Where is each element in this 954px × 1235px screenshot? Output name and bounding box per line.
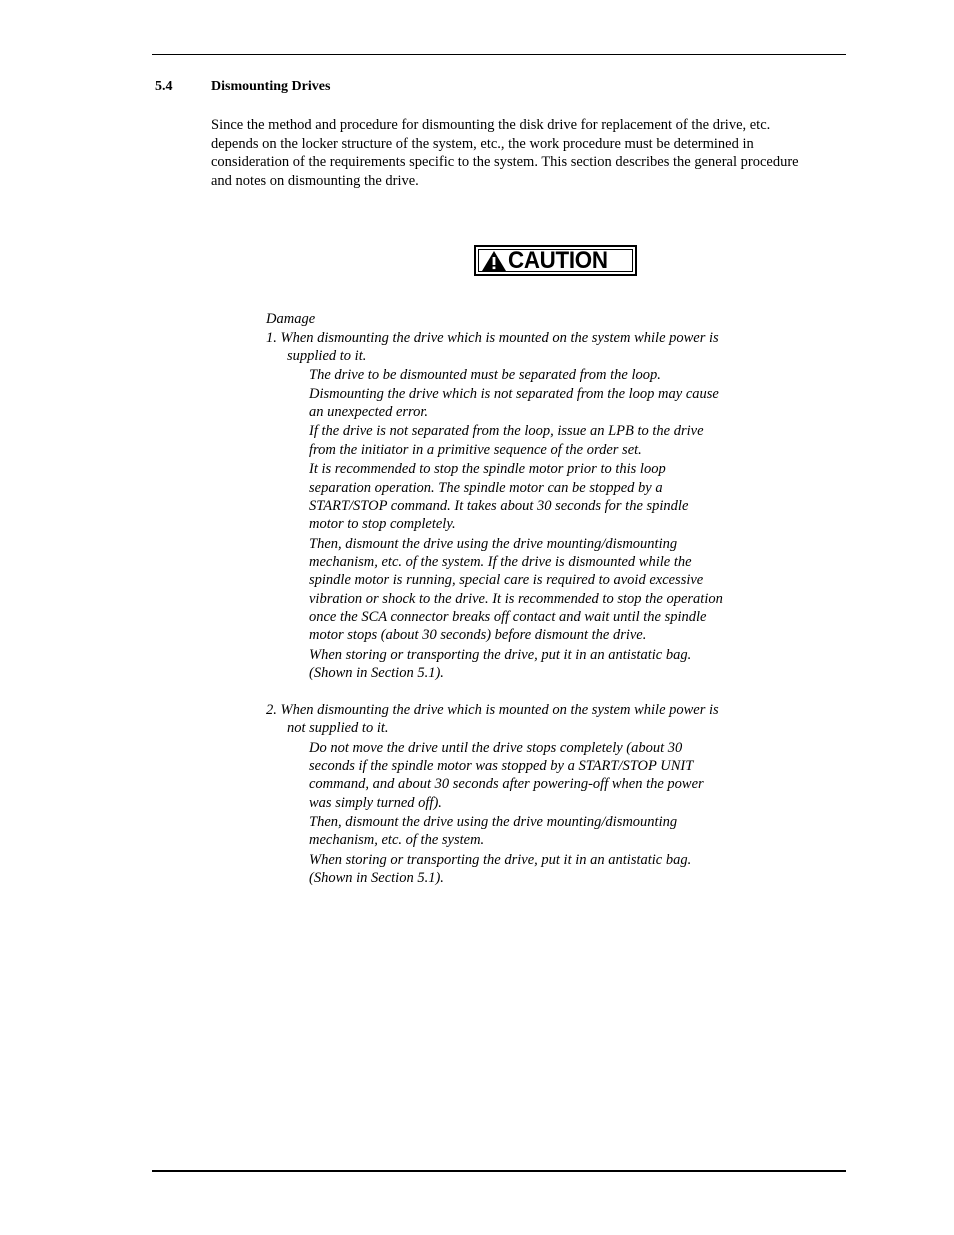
section-title: Dismounting Drives: [211, 79, 331, 94]
item-1-detail-4-line-3: spindle motor is running, special care is required to avoid excessive: [309, 572, 704, 588]
item-1-detail-2-line-1: If the drive is not separated from the loop, issue an LPB to the drive: [309, 423, 704, 439]
item-1-detail-1-line-3: an unexpected error.: [309, 404, 429, 420]
item-2-line-1: 2. When dismounting the drive which is mounted on the system while power is: [266, 702, 719, 718]
item-1-line-2: supplied to it.: [287, 348, 367, 364]
item-1-detail-3-line-4: motor to stop completely.: [309, 516, 456, 532]
footer-rule: [152, 1170, 846, 1172]
item-1-detail-4-line-5: once the SCA connector breaks off contact and wait until the spindle: [309, 609, 707, 625]
item-1-detail-3-line-3: START/STOP command. It takes about 30 seconds for the spindle: [309, 498, 689, 514]
item-1-detail-5-line-1: When storing or transporting the drive, put it in an antistatic bag.: [309, 647, 692, 663]
item-1-detail-3-line-1: It is recommended to stop the spindle motor prior to this loop: [309, 461, 666, 477]
item-1-detail-1-line-1: The drive to be dismounted must be separated from the loop.: [309, 367, 661, 383]
caution-label: [474, 245, 637, 276]
header-rule: [152, 54, 846, 55]
item-2-detail-1-line-3: command, and about 30 seconds after powering-off when the power: [309, 776, 704, 792]
section-number: 5.4: [155, 79, 173, 94]
item-2-detail-2-line-2: mechanism, etc. of the system.: [309, 832, 485, 848]
item-1-detail-2-line-2: from the initiator in a primitive sequence of the order set.: [309, 442, 642, 458]
item-2-detail-3-line-1: When storing or transporting the drive, put it in an antistatic bag.: [309, 852, 692, 868]
item-1-detail-1-line-2: Dismounting the drive which is not separated from the loop may cause: [309, 386, 719, 402]
item-1-detail-4-line-6: motor stops (about 30 seconds) before dismount the drive.: [309, 627, 647, 643]
item-1-detail-4-line-4: vibration or shock to the drive. It is recommended to stop the operation: [309, 591, 723, 607]
item-1-detail-4-line-2: mechanism, etc. of the system. If the drive is dismounted while the: [309, 554, 692, 570]
intro-paragraph: Since the method and procedure for dismounting the disk drive for replacement of the drive, etc. depends on the locker structure of the system, etc., the work procedure must be determined in consideration of the requirements specific to the system. This section describes the general procedure and notes on dismounting the drive.: [211, 117, 799, 189]
item-2-detail-2-line-1: Then, dismount the drive using the drive mounting/dismounting: [309, 814, 678, 830]
item-1-line-1: 1. When dismounting the drive which is mounted on the system while power is: [266, 330, 719, 346]
item-2-detail-1-line-1: Do not move the drive until the drive stops completely (about 30: [309, 740, 683, 756]
item-2-detail-3-line-2: (Shown in Section 5.1).: [309, 870, 444, 886]
warning-triangle-icon: [481, 250, 507, 272]
item-2-line-2: not supplied to it.: [287, 720, 389, 736]
notice-heading: Damage: [266, 311, 316, 327]
item-1-detail-5-line-2: (Shown in Section 5.1).: [309, 665, 444, 681]
item-1-detail-4-line-1: Then, dismount the drive using the drive mounting/dismounting: [309, 536, 678, 552]
item-1-detail-3-line-2: separation operation. The spindle motor can be stopped by a: [309, 480, 663, 496]
item-2-detail-1-line-4: was simply turned off).: [309, 795, 442, 811]
item-2-detail-1-line-2: seconds if the spindle motor was stopped by a START/STOP UNIT: [309, 758, 694, 774]
caution-text: CAUTION: [508, 246, 608, 274]
